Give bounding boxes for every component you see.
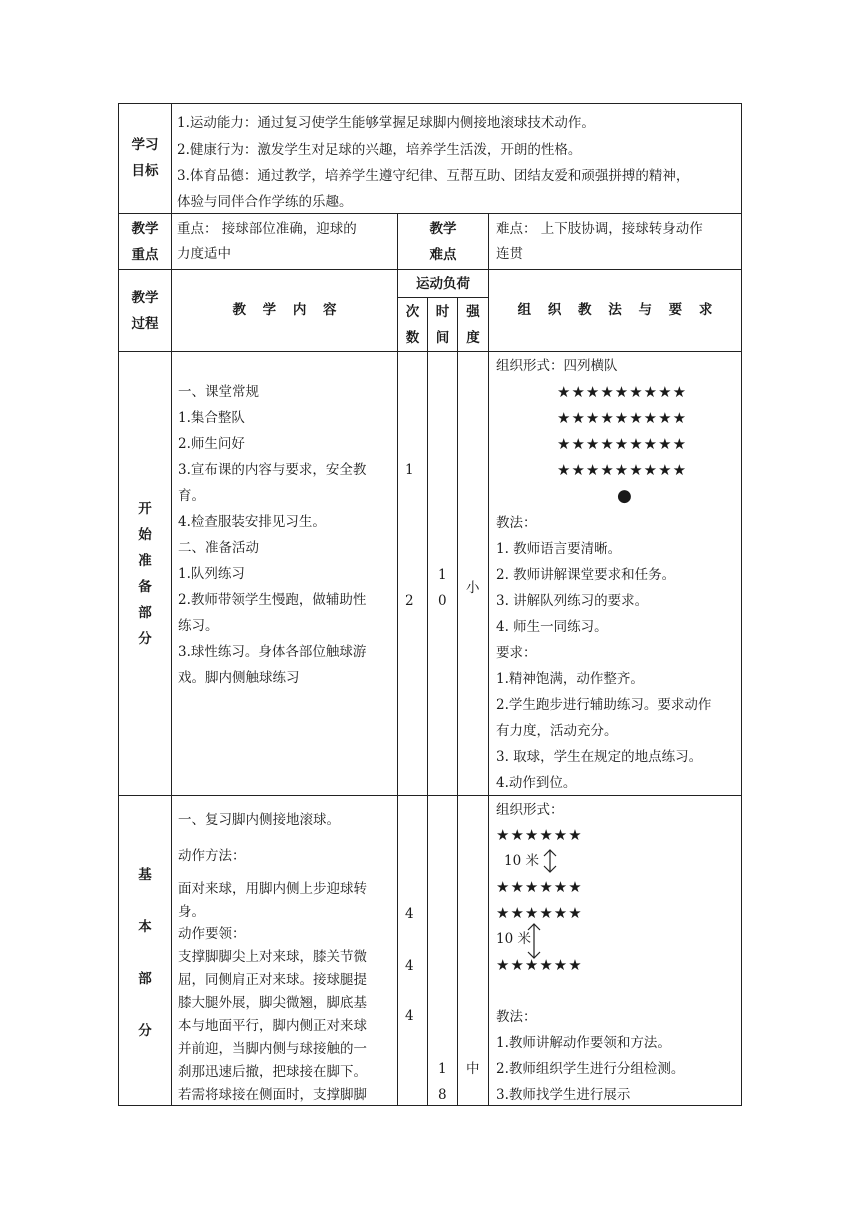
basic-label-char: 分 <box>138 1023 152 1039</box>
objectives-item-4: 体验与同伴合作学练的乐趣。 <box>177 194 353 210</box>
basic-method-line: 2.教师组织学生进行分组检测。 <box>496 1061 685 1077</box>
start-formation-row: ★★★★★★★★★ <box>557 435 688 453</box>
row-divider-2 <box>118 269 742 270</box>
basic-content-line: 身。 <box>178 904 205 920</box>
basic-method-line: 教法： <box>496 1009 537 1025</box>
start-method-line: 要求： <box>496 645 537 661</box>
start-content-line: 1.队列练习 <box>178 566 245 582</box>
intensity-header: 强 度 <box>466 304 480 346</box>
content-header: 教 学 内 容 <box>232 302 337 318</box>
start-method-line: 教法： <box>496 515 537 531</box>
basic-intensity: 中 <box>466 1061 480 1077</box>
start-method-line: 2. 教师讲解课堂要求和任务。 <box>496 567 676 583</box>
key-point-text-2: 力度适中 <box>177 246 231 262</box>
content-column-divider <box>397 269 398 1106</box>
start-method-line: 2.学生跑步进行辅助练习。要求动作 <box>496 697 712 713</box>
basic-label-char: 基 <box>138 867 152 883</box>
basic-count: 4 <box>405 1008 414 1024</box>
start-method-line: 有力度，活动充分。 <box>496 723 618 739</box>
start-label-char: 分 <box>138 631 152 647</box>
count-header: 次 数 <box>405 304 420 346</box>
start-label-char: 备 <box>138 579 152 595</box>
start-content-line: 二、准备活动 <box>178 540 259 556</box>
basic-time-2: 8 <box>438 1087 447 1103</box>
start-content-line: 戏。脚内侧触球练习 <box>178 670 300 686</box>
basic-label-char: 本 <box>138 919 152 935</box>
start-method-line: 1. 教师语言要清晰。 <box>496 541 622 557</box>
basic-content-line: 若需将球接在侧面时，支撑脚脚 <box>178 1087 367 1103</box>
difficulty-text-1: 难点： 上下肢协调，接球转身动作 <box>496 221 703 237</box>
start-content-line: 一、课堂常规 <box>178 384 259 400</box>
start-time-2: 0 <box>438 593 447 609</box>
basic-formation-row: ★★★★★★ <box>496 904 583 922</box>
difficulty-text-2: 连贯 <box>496 246 523 262</box>
load-subheader-line <box>397 297 488 298</box>
difficulty-label: 教学 难点 <box>429 221 457 263</box>
teacher-marker: ● <box>617 486 633 506</box>
basic-distance-label: 10 米 <box>496 931 531 947</box>
count-column-divider <box>427 297 428 1106</box>
time-header: 时 间 <box>435 304 450 346</box>
row-divider-3 <box>118 351 742 352</box>
start-method-line: 4. 师生一同练习。 <box>496 619 608 635</box>
basic-content-line: 膝大腿外展，脚尖微翘，脚底基 <box>178 995 367 1011</box>
basic-formation-row: ★★★★★★ <box>496 878 583 896</box>
start-content-line: 1.集合整队 <box>178 410 245 426</box>
start-content-line: 3.球性练习。身体各部位触球游 <box>178 644 367 660</box>
start-method-line: 1.精神饱满，动作整齐。 <box>496 671 644 687</box>
basic-content-line: 动作方法： <box>178 848 246 864</box>
method-column-divider <box>488 269 489 1106</box>
basic-content-line: 刹那迅速后撤，把球接在脚下。 <box>178 1064 367 1080</box>
basic-content-line: 面对来球，用脚内侧上步迎球转 <box>178 881 367 897</box>
start-content-line: 育。 <box>178 488 205 504</box>
basic-time-1: 1 <box>438 1061 447 1077</box>
start-org-title: 组织形式：四列横队 <box>496 358 618 374</box>
basic-method-line: 1.教师讲解动作要领和方法。 <box>496 1035 671 1051</box>
table-border-right <box>741 103 742 1106</box>
basic-formation-row: ★★★★★★ <box>496 826 583 844</box>
start-formation-row: ★★★★★★★★★ <box>557 409 688 427</box>
basic-formation-row: ★★★★★★ <box>496 956 583 974</box>
load-header: 运动负荷 <box>416 276 470 292</box>
objectives-item-3: 3.体育品德：通过教学，培养学生遵守纪律、互帮互助、团结友爱和顽强拼搏的精神， <box>177 168 690 184</box>
start-count-a: 1 <box>405 462 414 478</box>
basic-content-line: 本与地面平行，脚内侧正对来球 <box>178 1018 367 1034</box>
start-content-line: 4.检查服装安排见习生。 <box>178 514 326 530</box>
process-label: 教学 过程 <box>131 290 159 332</box>
basic-content-line: 屈，同侧肩正对来球。接球腿提 <box>178 972 367 988</box>
row-divider-4 <box>118 795 742 796</box>
objectives-label: 学习 目标 <box>131 137 159 179</box>
label-column-divider <box>171 103 172 1106</box>
objectives-item-1: 1.运动能力：通过复习使学生能够掌握足球脚内侧接地滚球技术动作。 <box>177 115 595 131</box>
key-point-label: 教学 重点 <box>131 221 159 263</box>
basic-content-line: 动作要领： <box>178 926 246 942</box>
start-content-line: 3.宣布课的内容与要求，安全教 <box>178 462 367 478</box>
time-column-divider <box>457 297 458 1106</box>
basic-content-line: 一、复习脚内侧接地滚球。 <box>178 812 340 828</box>
table-border-top <box>118 103 742 104</box>
start-label-char: 准 <box>138 553 152 569</box>
key-point-text-1: 重点： 接球部位准确，迎球的 <box>177 221 357 237</box>
start-intensity: 小 <box>466 580 480 596</box>
start-label-char: 部 <box>138 605 152 621</box>
start-content-line: 2.师生问好 <box>178 436 245 452</box>
method-header: 组 织 教 法 与 要 求 <box>517 302 713 318</box>
start-content-line: 练习。 <box>178 618 219 634</box>
start-method-line: 4.动作到位。 <box>496 775 577 791</box>
start-formation-row: ★★★★★★★★★ <box>557 383 688 401</box>
start-method-line: 3. 讲解队列练习的要求。 <box>496 593 649 609</box>
basic-org-title: 组织形式： <box>496 802 564 818</box>
basic-content-line: 并前迎，当脚内侧与球接触的一 <box>178 1041 367 1057</box>
start-label-char: 始 <box>138 527 152 543</box>
start-method-line: 3. 取球，学生在规定的地点练习。 <box>496 749 703 765</box>
start-time-1: 1 <box>438 567 447 583</box>
focus-divider-b <box>488 213 489 269</box>
start-label-char: 开 <box>138 501 152 517</box>
basic-label-char: 部 <box>138 971 152 987</box>
double-arrow-icon <box>540 848 560 874</box>
start-count-b: 2 <box>405 593 414 609</box>
basic-distance-label: 10 米 <box>504 853 539 869</box>
basic-count: 4 <box>405 906 414 922</box>
basic-count: 4 <box>405 958 414 974</box>
objectives-item-2: 2.健康行为：激发学生对足球的兴趣，培养学生活泼，开朗的性格。 <box>177 142 582 158</box>
basic-content-line: 支撑脚脚尖上对来球，膝关节微 <box>178 949 367 965</box>
start-content-line: 2.教师带领学生慢跑，做辅助性 <box>178 592 367 608</box>
start-formation-row: ★★★★★★★★★ <box>557 461 688 479</box>
basic-method-line: 3.教师找学生进行展示 <box>496 1087 631 1103</box>
